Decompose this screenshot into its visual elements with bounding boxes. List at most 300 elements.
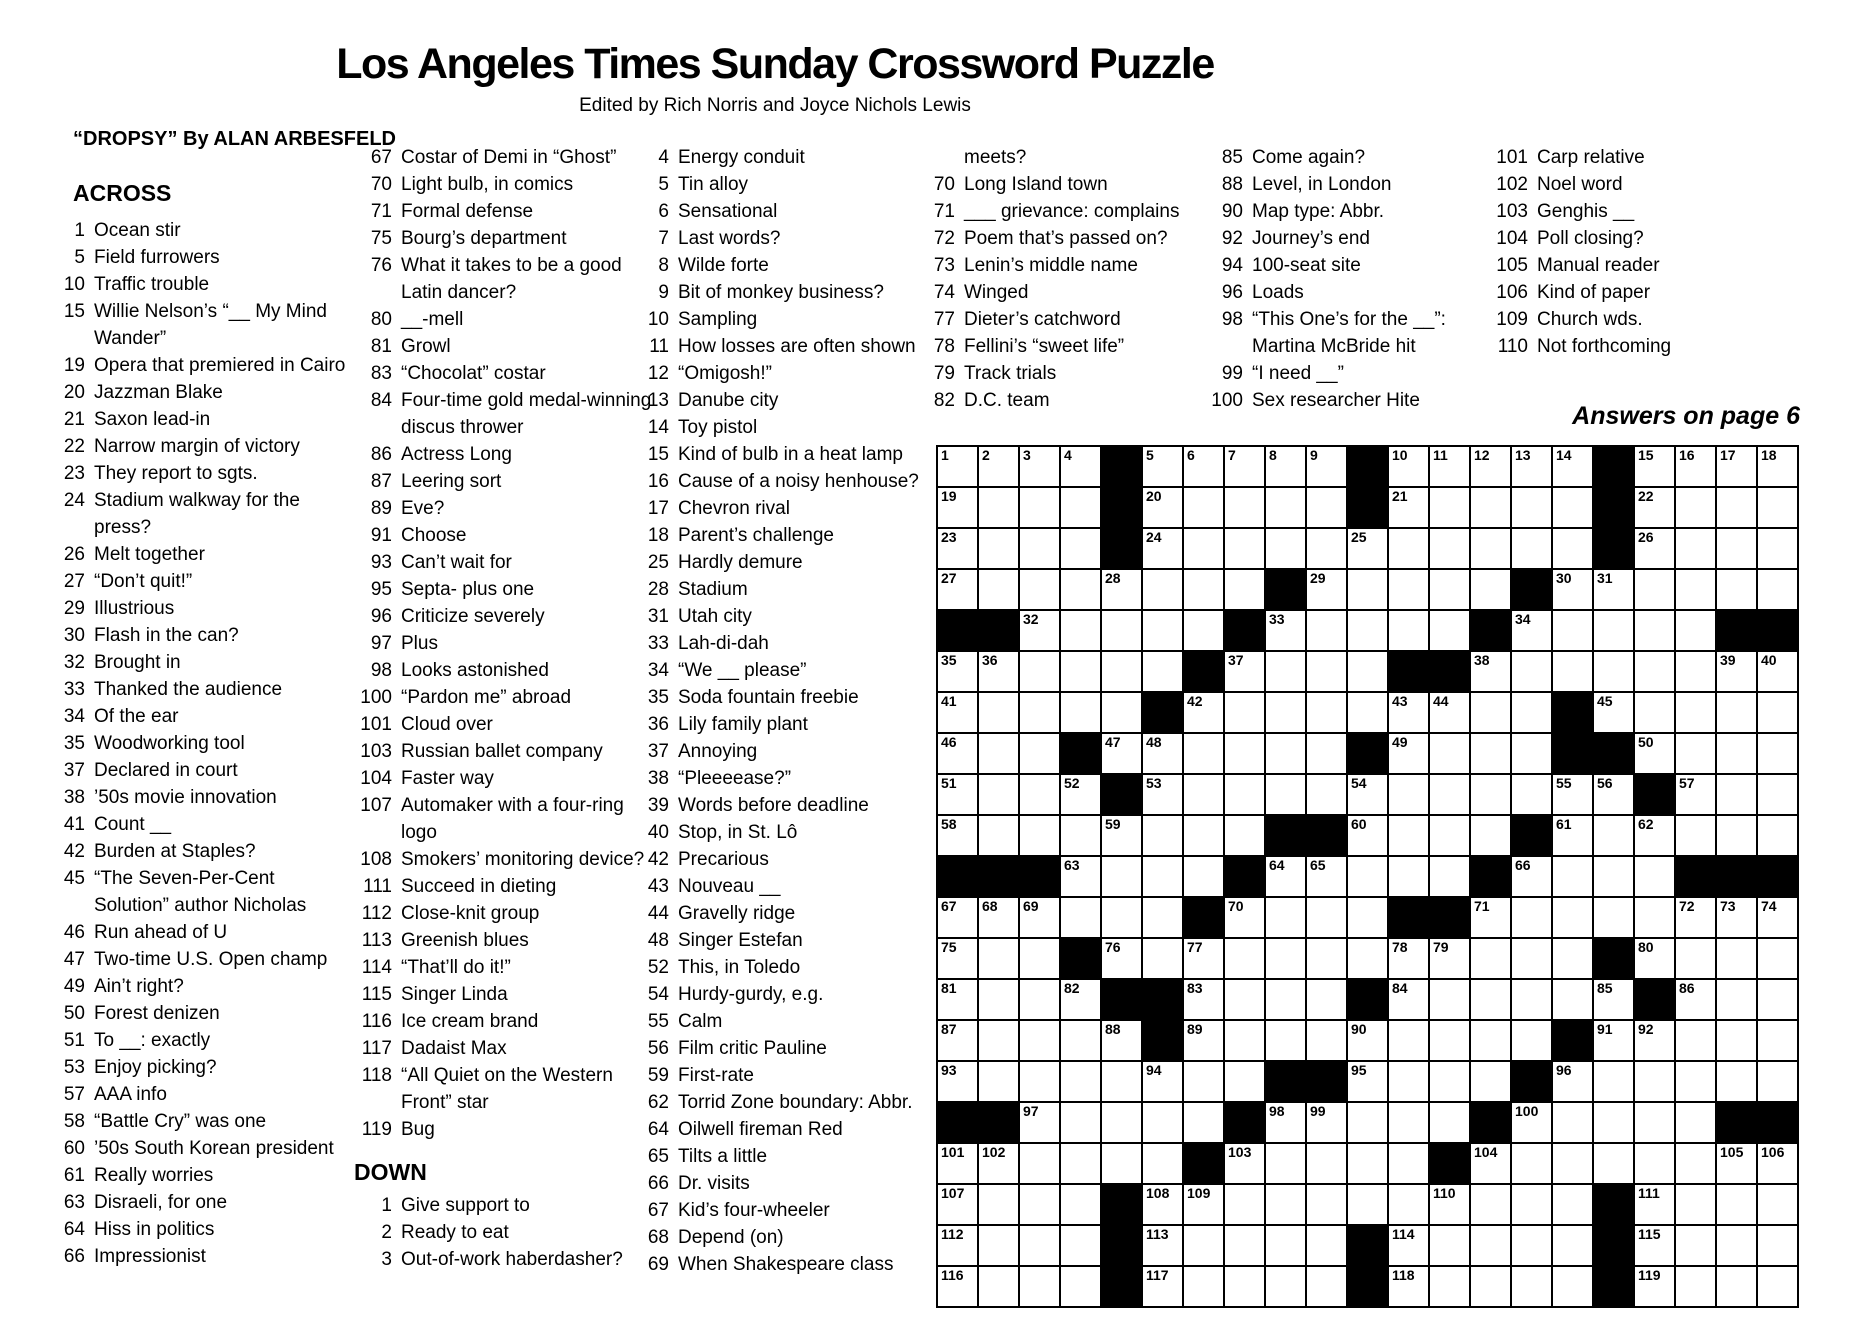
grid-cell-r17c15[interactable] [1553, 1144, 1594, 1185]
grid-cell-r13c9[interactable] [1307, 980, 1348, 1021]
grid-cell-r8c11[interactable] [1389, 775, 1430, 816]
grid-cell-r1c19[interactable] [1717, 488, 1758, 529]
grid-cell-r12c8[interactable] [1266, 939, 1307, 980]
grid-cell-r20c18[interactable] [1676, 1267, 1717, 1308]
grid-cell-r8c9[interactable] [1307, 775, 1348, 816]
grid-cell-r13c20[interactable] [1758, 980, 1799, 1021]
grid-cell-r11c15[interactable] [1553, 898, 1594, 939]
grid-cell-r1c11[interactable] [1389, 488, 1430, 529]
grid-cell-r17c13[interactable] [1471, 1144, 1512, 1185]
grid-cell-r6c1[interactable] [979, 693, 1020, 734]
grid-cell-r14c18[interactable] [1676, 1021, 1717, 1062]
grid-cell-r7c5[interactable] [1143, 734, 1184, 775]
grid-cell-r17c16[interactable] [1594, 1144, 1635, 1185]
grid-cell-r2c12[interactable] [1430, 529, 1471, 570]
grid-cell-r5c14[interactable] [1512, 652, 1553, 693]
grid-cell-r11c4[interactable] [1102, 898, 1143, 939]
grid-cell-r13c16[interactable] [1594, 980, 1635, 1021]
grid-cell-r14c3[interactable] [1061, 1021, 1102, 1062]
grid-cell-r7c18[interactable] [1676, 734, 1717, 775]
grid-cell-r4c8[interactable] [1266, 611, 1307, 652]
grid-cell-r20c0[interactable] [938, 1267, 979, 1308]
grid-cell-r5c17[interactable] [1635, 652, 1676, 693]
grid-cell-r19c8[interactable] [1266, 1226, 1307, 1267]
grid-cell-r11c5[interactable] [1143, 898, 1184, 939]
grid-cell-r11c7[interactable] [1225, 898, 1266, 939]
grid-cell-r12c13[interactable] [1471, 939, 1512, 980]
grid-cell-r5c1[interactable] [979, 652, 1020, 693]
grid-cell-r13c13[interactable] [1471, 980, 1512, 1021]
grid-cell-r2c2[interactable] [1020, 529, 1061, 570]
grid-cell-r6c8[interactable] [1266, 693, 1307, 734]
grid-cell-r14c1[interactable] [979, 1021, 1020, 1062]
grid-cell-r9c20[interactable] [1758, 816, 1799, 857]
grid-cell-r17c1[interactable] [979, 1144, 1020, 1185]
grid-cell-r16c12[interactable] [1430, 1103, 1471, 1144]
grid-cell-r11c18[interactable] [1676, 898, 1717, 939]
grid-cell-r11c19[interactable] [1717, 898, 1758, 939]
grid-cell-r14c10[interactable] [1348, 1021, 1389, 1062]
grid-cell-r2c5[interactable] [1143, 529, 1184, 570]
grid-cell-r15c19[interactable] [1717, 1062, 1758, 1103]
grid-cell-r3c19[interactable] [1717, 570, 1758, 611]
grid-cell-r16c2[interactable] [1020, 1103, 1061, 1144]
grid-cell-r12c17[interactable] [1635, 939, 1676, 980]
grid-cell-r19c15[interactable] [1553, 1226, 1594, 1267]
grid-cell-r1c12[interactable] [1430, 488, 1471, 529]
grid-cell-r20c8[interactable] [1266, 1267, 1307, 1308]
grid-cell-r4c12[interactable] [1430, 611, 1471, 652]
grid-cell-r7c8[interactable] [1266, 734, 1307, 775]
grid-cell-r3c16[interactable] [1594, 570, 1635, 611]
grid-cell-r19c13[interactable] [1471, 1226, 1512, 1267]
grid-cell-r11c1[interactable] [979, 898, 1020, 939]
grid-cell-r3c18[interactable] [1676, 570, 1717, 611]
grid-cell-r16c16[interactable] [1594, 1103, 1635, 1144]
grid-cell-r9c6[interactable] [1184, 816, 1225, 857]
grid-cell-r8c10[interactable] [1348, 775, 1389, 816]
grid-cell-r2c8[interactable] [1266, 529, 1307, 570]
grid-cell-r19c2[interactable] [1020, 1226, 1061, 1267]
grid-cell-r16c18[interactable] [1676, 1103, 1717, 1144]
grid-cell-r13c0[interactable] [938, 980, 979, 1021]
grid-cell-r0c9[interactable] [1307, 447, 1348, 488]
grid-cell-r9c15[interactable] [1553, 816, 1594, 857]
grid-cell-r8c6[interactable] [1184, 775, 1225, 816]
grid-cell-r16c15[interactable] [1553, 1103, 1594, 1144]
grid-cell-r2c14[interactable] [1512, 529, 1553, 570]
grid-cell-r3c5[interactable] [1143, 570, 1184, 611]
grid-cell-r1c8[interactable] [1266, 488, 1307, 529]
grid-cell-r17c18[interactable] [1676, 1144, 1717, 1185]
grid-cell-r14c16[interactable] [1594, 1021, 1635, 1062]
grid-cell-r2c18[interactable] [1676, 529, 1717, 570]
grid-cell-r7c11[interactable] [1389, 734, 1430, 775]
grid-cell-r9c18[interactable] [1676, 816, 1717, 857]
grid-cell-r4c17[interactable] [1635, 611, 1676, 652]
grid-cell-r12c4[interactable] [1102, 939, 1143, 980]
grid-cell-r3c4[interactable] [1102, 570, 1143, 611]
grid-cell-r4c3[interactable] [1061, 611, 1102, 652]
grid-cell-r1c3[interactable] [1061, 488, 1102, 529]
grid-cell-r20c5[interactable] [1143, 1267, 1184, 1308]
grid-cell-r1c9[interactable] [1307, 488, 1348, 529]
grid-cell-r17c4[interactable] [1102, 1144, 1143, 1185]
grid-cell-r20c11[interactable] [1389, 1267, 1430, 1308]
grid-cell-r5c7[interactable] [1225, 652, 1266, 693]
grid-cell-r7c7[interactable] [1225, 734, 1266, 775]
grid-cell-r15c1[interactable] [979, 1062, 1020, 1103]
grid-cell-r15c18[interactable] [1676, 1062, 1717, 1103]
grid-cell-r15c16[interactable] [1594, 1062, 1635, 1103]
grid-cell-r18c5[interactable] [1143, 1185, 1184, 1226]
grid-cell-r16c6[interactable] [1184, 1103, 1225, 1144]
grid-cell-r17c10[interactable] [1348, 1144, 1389, 1185]
grid-cell-r7c12[interactable] [1430, 734, 1471, 775]
grid-cell-r8c1[interactable] [979, 775, 1020, 816]
grid-cell-r0c3[interactable] [1061, 447, 1102, 488]
grid-cell-r0c12[interactable] [1430, 447, 1471, 488]
grid-cell-r5c2[interactable] [1020, 652, 1061, 693]
grid-cell-r2c13[interactable] [1471, 529, 1512, 570]
grid-cell-r4c9[interactable] [1307, 611, 1348, 652]
grid-cell-r16c4[interactable] [1102, 1103, 1143, 1144]
grid-cell-r18c10[interactable] [1348, 1185, 1389, 1226]
grid-cell-r17c14[interactable] [1512, 1144, 1553, 1185]
grid-cell-r4c11[interactable] [1389, 611, 1430, 652]
grid-cell-r11c20[interactable] [1758, 898, 1799, 939]
grid-cell-r14c9[interactable] [1307, 1021, 1348, 1062]
grid-cell-r14c19[interactable] [1717, 1021, 1758, 1062]
grid-cell-r1c14[interactable] [1512, 488, 1553, 529]
grid-cell-r13c1[interactable] [979, 980, 1020, 1021]
grid-cell-r2c19[interactable] [1717, 529, 1758, 570]
grid-cell-r13c12[interactable] [1430, 980, 1471, 1021]
grid-cell-r6c2[interactable] [1020, 693, 1061, 734]
grid-cell-r19c14[interactable] [1512, 1226, 1553, 1267]
grid-cell-r10c15[interactable] [1553, 857, 1594, 898]
grid-cell-r2c6[interactable] [1184, 529, 1225, 570]
grid-cell-r17c5[interactable] [1143, 1144, 1184, 1185]
grid-cell-r19c20[interactable] [1758, 1226, 1799, 1267]
grid-cell-r20c17[interactable] [1635, 1267, 1676, 1308]
grid-cell-r19c11[interactable] [1389, 1226, 1430, 1267]
grid-cell-r12c11[interactable] [1389, 939, 1430, 980]
grid-cell-r12c1[interactable] [979, 939, 1020, 980]
grid-cell-r6c3[interactable] [1061, 693, 1102, 734]
grid-cell-r12c10[interactable] [1348, 939, 1389, 980]
grid-cell-r20c6[interactable] [1184, 1267, 1225, 1308]
grid-cell-r11c13[interactable] [1471, 898, 1512, 939]
grid-cell-r7c9[interactable] [1307, 734, 1348, 775]
grid-cell-r2c11[interactable] [1389, 529, 1430, 570]
grid-cell-r13c19[interactable] [1717, 980, 1758, 1021]
grid-cell-r13c14[interactable] [1512, 980, 1553, 1021]
grid-cell-r18c11[interactable] [1389, 1185, 1430, 1226]
grid-cell-r7c20[interactable] [1758, 734, 1799, 775]
grid-cell-r1c17[interactable] [1635, 488, 1676, 529]
grid-cell-r14c17[interactable] [1635, 1021, 1676, 1062]
grid-cell-r15c11[interactable] [1389, 1062, 1430, 1103]
grid-cell-r16c17[interactable] [1635, 1103, 1676, 1144]
grid-cell-r15c20[interactable] [1758, 1062, 1799, 1103]
grid-cell-r9c2[interactable] [1020, 816, 1061, 857]
grid-cell-r8c13[interactable] [1471, 775, 1512, 816]
grid-cell-r19c0[interactable] [938, 1226, 979, 1267]
grid-cell-r5c5[interactable] [1143, 652, 1184, 693]
grid-cell-r4c2[interactable] [1020, 611, 1061, 652]
grid-cell-r12c5[interactable] [1143, 939, 1184, 980]
grid-cell-r15c7[interactable] [1225, 1062, 1266, 1103]
grid-cell-r20c14[interactable] [1512, 1267, 1553, 1308]
grid-cell-r17c19[interactable] [1717, 1144, 1758, 1185]
grid-cell-r9c5[interactable] [1143, 816, 1184, 857]
grid-cell-r0c1[interactable] [979, 447, 1020, 488]
grid-cell-r10c3[interactable] [1061, 857, 1102, 898]
grid-cell-r7c2[interactable] [1020, 734, 1061, 775]
grid-cell-r4c14[interactable] [1512, 611, 1553, 652]
grid-cell-r13c6[interactable] [1184, 980, 1225, 1021]
grid-cell-r19c1[interactable] [979, 1226, 1020, 1267]
grid-cell-r0c6[interactable] [1184, 447, 1225, 488]
grid-cell-r18c13[interactable] [1471, 1185, 1512, 1226]
grid-cell-r20c20[interactable] [1758, 1267, 1799, 1308]
grid-cell-r7c6[interactable] [1184, 734, 1225, 775]
grid-cell-r4c15[interactable] [1553, 611, 1594, 652]
grid-cell-r7c4[interactable] [1102, 734, 1143, 775]
grid-cell-r1c0[interactable] [938, 488, 979, 529]
grid-cell-r10c6[interactable] [1184, 857, 1225, 898]
grid-cell-r13c11[interactable] [1389, 980, 1430, 1021]
grid-cell-r16c5[interactable] [1143, 1103, 1184, 1144]
grid-cell-r11c8[interactable] [1266, 898, 1307, 939]
grid-cell-r17c3[interactable] [1061, 1144, 1102, 1185]
grid-cell-r3c1[interactable] [979, 570, 1020, 611]
grid-cell-r2c0[interactable] [938, 529, 979, 570]
grid-cell-r18c0[interactable] [938, 1185, 979, 1226]
grid-cell-r16c9[interactable] [1307, 1103, 1348, 1144]
grid-cell-r8c19[interactable] [1717, 775, 1758, 816]
grid-cell-r6c17[interactable] [1635, 693, 1676, 734]
grid-cell-r3c20[interactable] [1758, 570, 1799, 611]
grid-cell-r4c4[interactable] [1102, 611, 1143, 652]
grid-cell-r6c0[interactable] [938, 693, 979, 734]
grid-cell-r19c17[interactable] [1635, 1226, 1676, 1267]
grid-cell-r8c8[interactable] [1266, 775, 1307, 816]
grid-cell-r9c4[interactable] [1102, 816, 1143, 857]
grid-cell-r6c18[interactable] [1676, 693, 1717, 734]
grid-cell-r10c14[interactable] [1512, 857, 1553, 898]
grid-cell-r16c14[interactable] [1512, 1103, 1553, 1144]
grid-cell-r3c12[interactable] [1430, 570, 1471, 611]
grid-cell-r17c7[interactable] [1225, 1144, 1266, 1185]
grid-cell-r17c20[interactable] [1758, 1144, 1799, 1185]
grid-cell-r8c3[interactable] [1061, 775, 1102, 816]
grid-cell-r14c6[interactable] [1184, 1021, 1225, 1062]
grid-cell-r10c8[interactable] [1266, 857, 1307, 898]
grid-cell-r0c18[interactable] [1676, 447, 1717, 488]
grid-cell-r8c0[interactable] [938, 775, 979, 816]
grid-cell-r20c3[interactable] [1061, 1267, 1102, 1308]
grid-cell-r6c13[interactable] [1471, 693, 1512, 734]
grid-cell-r13c2[interactable] [1020, 980, 1061, 1021]
grid-cell-r2c7[interactable] [1225, 529, 1266, 570]
grid-cell-r13c3[interactable] [1061, 980, 1102, 1021]
grid-cell-r5c15[interactable] [1553, 652, 1594, 693]
grid-cell-r12c19[interactable] [1717, 939, 1758, 980]
grid-cell-r4c6[interactable] [1184, 611, 1225, 652]
grid-cell-r12c7[interactable] [1225, 939, 1266, 980]
grid-cell-r10c5[interactable] [1143, 857, 1184, 898]
grid-cell-r15c4[interactable] [1102, 1062, 1143, 1103]
grid-cell-r15c17[interactable] [1635, 1062, 1676, 1103]
grid-cell-r9c1[interactable] [979, 816, 1020, 857]
grid-cell-r0c19[interactable] [1717, 447, 1758, 488]
grid-cell-r19c3[interactable] [1061, 1226, 1102, 1267]
grid-cell-r6c12[interactable] [1430, 693, 1471, 734]
grid-cell-r12c14[interactable] [1512, 939, 1553, 980]
grid-cell-r5c19[interactable] [1717, 652, 1758, 693]
grid-cell-r12c6[interactable] [1184, 939, 1225, 980]
grid-cell-r8c16[interactable] [1594, 775, 1635, 816]
grid-cell-r3c0[interactable] [938, 570, 979, 611]
grid-cell-r18c2[interactable] [1020, 1185, 1061, 1226]
grid-cell-r11c9[interactable] [1307, 898, 1348, 939]
grid-cell-r9c10[interactable] [1348, 816, 1389, 857]
grid-cell-r15c13[interactable] [1471, 1062, 1512, 1103]
grid-cell-r0c20[interactable] [1758, 447, 1799, 488]
grid-cell-r10c9[interactable] [1307, 857, 1348, 898]
grid-cell-r11c3[interactable] [1061, 898, 1102, 939]
grid-cell-r14c12[interactable] [1430, 1021, 1471, 1062]
grid-cell-r1c15[interactable] [1553, 488, 1594, 529]
grid-cell-r18c17[interactable] [1635, 1185, 1676, 1226]
grid-cell-r8c12[interactable] [1430, 775, 1471, 816]
grid-cell-r17c9[interactable] [1307, 1144, 1348, 1185]
grid-cell-r6c20[interactable] [1758, 693, 1799, 734]
grid-cell-r9c17[interactable] [1635, 816, 1676, 857]
grid-cell-r1c1[interactable] [979, 488, 1020, 529]
grid-cell-r11c0[interactable] [938, 898, 979, 939]
grid-cell-r12c12[interactable] [1430, 939, 1471, 980]
grid-cell-r15c5[interactable] [1143, 1062, 1184, 1103]
grid-cell-r3c13[interactable] [1471, 570, 1512, 611]
grid-cell-r12c9[interactable] [1307, 939, 1348, 980]
grid-cell-r3c17[interactable] [1635, 570, 1676, 611]
grid-cell-r3c10[interactable] [1348, 570, 1389, 611]
grid-cell-r11c14[interactable] [1512, 898, 1553, 939]
grid-cell-r14c4[interactable] [1102, 1021, 1143, 1062]
grid-cell-r17c8[interactable] [1266, 1144, 1307, 1185]
grid-cell-r12c15[interactable] [1553, 939, 1594, 980]
grid-cell-r4c18[interactable] [1676, 611, 1717, 652]
grid-cell-r20c12[interactable] [1430, 1267, 1471, 1308]
grid-cell-r13c15[interactable] [1553, 980, 1594, 1021]
grid-cell-r5c0[interactable] [938, 652, 979, 693]
grid-cell-r4c10[interactable] [1348, 611, 1389, 652]
grid-cell-r5c3[interactable] [1061, 652, 1102, 693]
grid-cell-r18c19[interactable] [1717, 1185, 1758, 1226]
grid-cell-r1c13[interactable] [1471, 488, 1512, 529]
grid-cell-r8c15[interactable] [1553, 775, 1594, 816]
grid-cell-r15c10[interactable] [1348, 1062, 1389, 1103]
grid-cell-r3c15[interactable] [1553, 570, 1594, 611]
grid-cell-r19c12[interactable] [1430, 1226, 1471, 1267]
grid-cell-r9c3[interactable] [1061, 816, 1102, 857]
grid-cell-r2c17[interactable] [1635, 529, 1676, 570]
grid-cell-r17c11[interactable] [1389, 1144, 1430, 1185]
grid-cell-r8c18[interactable] [1676, 775, 1717, 816]
grid-cell-r0c2[interactable] [1020, 447, 1061, 488]
grid-cell-r0c7[interactable] [1225, 447, 1266, 488]
grid-cell-r18c8[interactable] [1266, 1185, 1307, 1226]
grid-cell-r5c4[interactable] [1102, 652, 1143, 693]
grid-cell-r11c10[interactable] [1348, 898, 1389, 939]
grid-cell-r1c5[interactable] [1143, 488, 1184, 529]
grid-cell-r5c18[interactable] [1676, 652, 1717, 693]
grid-cell-r15c2[interactable] [1020, 1062, 1061, 1103]
grid-cell-r19c7[interactable] [1225, 1226, 1266, 1267]
grid-cell-r18c14[interactable] [1512, 1185, 1553, 1226]
grid-cell-r9c11[interactable] [1389, 816, 1430, 857]
grid-cell-r0c14[interactable] [1512, 447, 1553, 488]
grid-cell-r18c15[interactable] [1553, 1185, 1594, 1226]
grid-cell-r20c13[interactable] [1471, 1267, 1512, 1308]
grid-cell-r9c13[interactable] [1471, 816, 1512, 857]
grid-cell-r0c0[interactable] [938, 447, 979, 488]
grid-cell-r8c2[interactable] [1020, 775, 1061, 816]
grid-cell-r5c13[interactable] [1471, 652, 1512, 693]
grid-cell-r4c5[interactable] [1143, 611, 1184, 652]
grid-cell-r18c20[interactable] [1758, 1185, 1799, 1226]
grid-cell-r3c6[interactable] [1184, 570, 1225, 611]
grid-cell-r6c10[interactable] [1348, 693, 1389, 734]
grid-cell-r14c13[interactable] [1471, 1021, 1512, 1062]
grid-cell-r10c16[interactable] [1594, 857, 1635, 898]
grid-cell-r7c0[interactable] [938, 734, 979, 775]
grid-cell-r9c19[interactable] [1717, 816, 1758, 857]
grid-cell-r2c15[interactable] [1553, 529, 1594, 570]
grid-cell-r0c5[interactable] [1143, 447, 1184, 488]
grid-cell-r8c7[interactable] [1225, 775, 1266, 816]
grid-cell-r6c11[interactable] [1389, 693, 1430, 734]
grid-cell-r8c20[interactable] [1758, 775, 1799, 816]
grid-cell-r3c11[interactable] [1389, 570, 1430, 611]
grid-cell-r16c11[interactable] [1389, 1103, 1430, 1144]
grid-cell-r6c19[interactable] [1717, 693, 1758, 734]
grid-cell-r17c17[interactable] [1635, 1144, 1676, 1185]
grid-cell-r10c17[interactable] [1635, 857, 1676, 898]
grid-cell-r12c0[interactable] [938, 939, 979, 980]
grid-cell-r3c2[interactable] [1020, 570, 1061, 611]
grid-cell-r13c7[interactable] [1225, 980, 1266, 1021]
grid-cell-r5c10[interactable] [1348, 652, 1389, 693]
grid-cell-r19c5[interactable] [1143, 1226, 1184, 1267]
grid-cell-r6c9[interactable] [1307, 693, 1348, 734]
grid-cell-r19c19[interactable] [1717, 1226, 1758, 1267]
grid-cell-r6c4[interactable] [1102, 693, 1143, 734]
grid-cell-r20c19[interactable] [1717, 1267, 1758, 1308]
grid-cell-r14c11[interactable] [1389, 1021, 1430, 1062]
grid-cell-r18c3[interactable] [1061, 1185, 1102, 1226]
grid-cell-r20c9[interactable] [1307, 1267, 1348, 1308]
grid-cell-r14c2[interactable] [1020, 1021, 1061, 1062]
grid-cell-r11c16[interactable] [1594, 898, 1635, 939]
grid-cell-r18c12[interactable] [1430, 1185, 1471, 1226]
grid-cell-r9c16[interactable] [1594, 816, 1635, 857]
grid-cell-r13c18[interactable] [1676, 980, 1717, 1021]
grid-cell-r5c8[interactable] [1266, 652, 1307, 693]
